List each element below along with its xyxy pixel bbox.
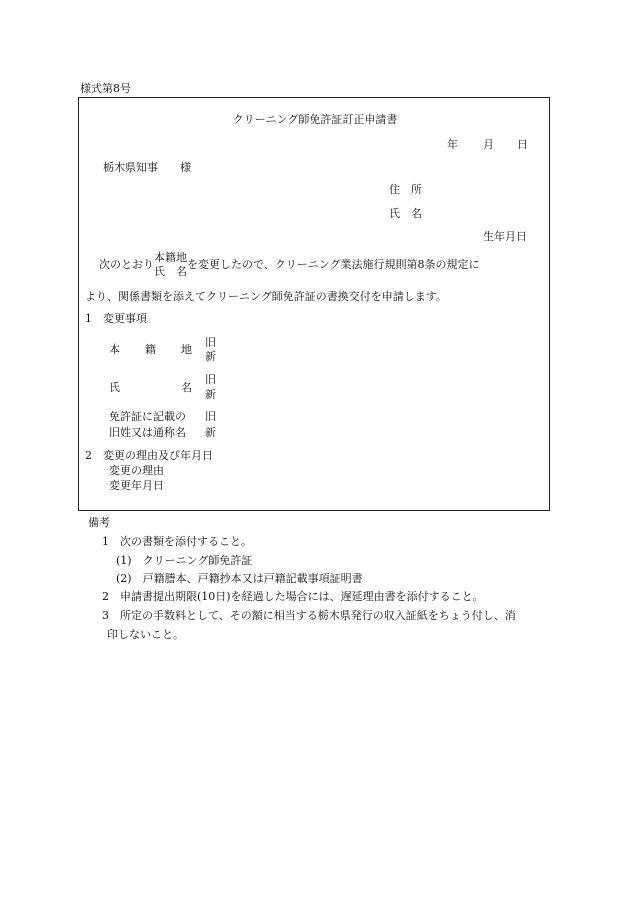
- notes-heading: 備考: [88, 516, 110, 529]
- note-item: 3 所定の手数料として、その額に相当する栃木県発行の収入証紙をちょう付し、消: [102, 609, 516, 622]
- new-label: 新: [205, 388, 216, 401]
- note-item-continuation: 印しないこと。: [107, 628, 184, 641]
- old-label: 旧: [205, 410, 216, 423]
- old-label: 旧: [205, 336, 216, 349]
- application-statement-line1: [99, 251, 480, 279]
- form-title: クリーニング師免許証訂正申請書: [232, 113, 398, 126]
- date-day: 日: [517, 138, 528, 151]
- option-name: 氏 名: [154, 265, 187, 278]
- change-date-label: 変更年月日: [109, 479, 164, 492]
- note-item: 1 次の書類を添付すること。: [102, 535, 252, 548]
- name-label: 氏 名: [389, 207, 422, 220]
- label-line: 免許証に記載の: [109, 410, 186, 423]
- statement-post: を変更したので、クリーニング業法施行規則第8条の規定に: [187, 258, 480, 271]
- date-year: 年: [447, 138, 458, 151]
- section1-heading: 1 変更事項: [85, 312, 147, 325]
- note-item: 2 申請書提出期限(10日)を経過した場合には、遅延理由書を添付すること。: [102, 590, 484, 603]
- option-registered-domicile: 本籍地: [154, 251, 187, 264]
- new-label: 新: [205, 426, 216, 439]
- label-char: 地: [181, 343, 192, 356]
- birth-date-label: 生年月日: [483, 230, 527, 243]
- note-subitem: (2) 戸籍謄本、戸籍抄本又は戸籍記載事項証明書: [116, 572, 363, 585]
- old-label: 旧: [205, 373, 216, 386]
- note-subitem: (1) クリーニング師免許証: [116, 554, 253, 567]
- application-form: [78, 97, 550, 511]
- new-label: 新: [205, 350, 216, 363]
- date-month: 月: [483, 138, 494, 151]
- label-char: 籍: [145, 343, 156, 356]
- label-char: 本: [109, 343, 120, 356]
- address-label: 住 所: [389, 183, 422, 196]
- form-number: 様式第8号: [80, 82, 131, 95]
- label-char: 名: [181, 381, 192, 394]
- application-statement-line2: より、関係書類を添えてクリーニング師免許証の書換交付を申請します。: [85, 290, 447, 303]
- addressee: 栃木県知事 様: [103, 161, 191, 174]
- change-options: [154, 251, 187, 279]
- change-reason-label: 変更の理由: [109, 464, 164, 477]
- section2-heading: 2 変更の理由及び年月日: [85, 449, 213, 462]
- label-line: 旧姓又は通称名: [109, 426, 186, 439]
- label-char: 氏: [109, 381, 120, 394]
- statement-pre: 次のとおり: [99, 258, 154, 271]
